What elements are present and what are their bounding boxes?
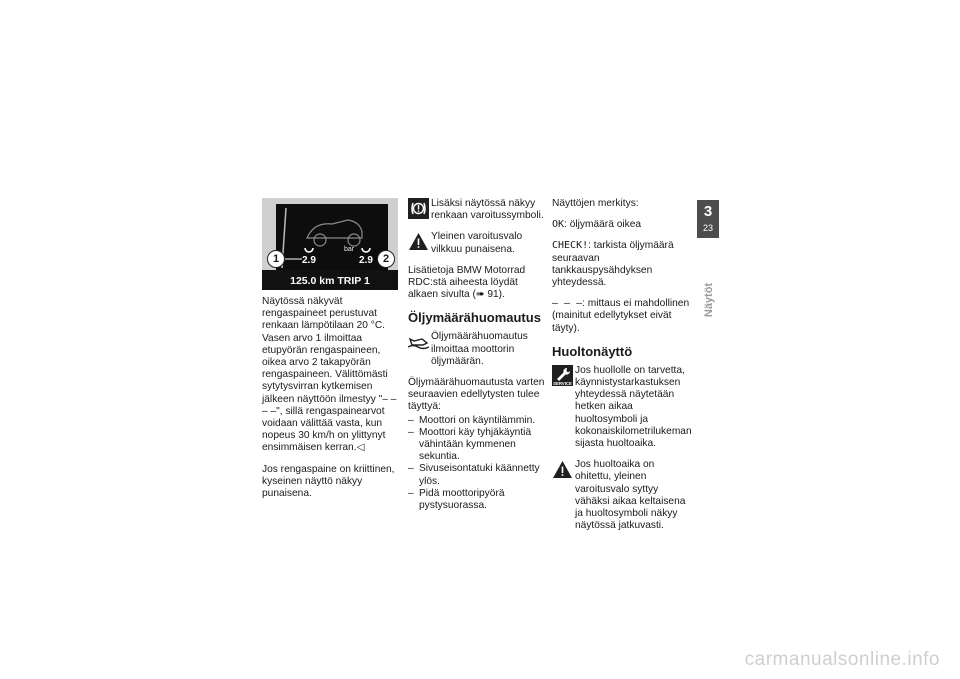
dash-text: : mittaus ei mahdollinen (mainitut edellytykset eivät täyty).	[552, 298, 690, 334]
chapter-number: 3	[703, 203, 713, 220]
dash-code: – – –	[552, 298, 583, 310]
list-item: – Pidä moottoripyörä pystysuorassa.	[408, 488, 548, 512]
list-item: – Sivuseisontatuki käännetty ylös.	[408, 463, 548, 487]
check-text: : tarkista öljymäärä seuraavan tankkauspysähdyksen yhteydessä.	[552, 240, 674, 289]
list-item: – Moottori on käyntilämmin.	[408, 415, 548, 427]
rear-pressure-value: 2.9	[359, 255, 373, 266]
service-overdue-text: Jos huoltoaika on ohitettu, yleinen varoitusvalo syttyy vähäksi aikaa keltaisena ja huoltosymboli näkyy näytössä jatkuvasti.	[575, 459, 686, 532]
general-warning-text: Yleinen varoitusvalo vilkkuu punaisena.	[431, 231, 523, 255]
conditions-list	[408, 415, 548, 513]
oil-level-text: Öljymäärähuomautus ilmoittaa moottorin öljymäärän.	[431, 331, 528, 367]
figure-caption: Näytössä näkyvät rengaspaineet perustuvat renkaan lämpötilaan 20 °C. Vasen arvo 1 ilmoittaa etupyörän rengaspaineen, oikea arvo 2 takapyörän rengaspaineen. Välittömästi sytytysvirran kytkemisen jälkeen näyttöön ilmestyy "– – – –", sillä rengaspainearvot voidaan välittää vasta, kun nopeus 30 km/h on ylittynyt ensimmäisen kerran.◁	[262, 296, 397, 454]
tire-pressure-display-figure	[262, 198, 398, 290]
general-warning-icon	[408, 231, 429, 252]
chapter-title: Näytöt	[703, 282, 715, 318]
wrench-service-icon	[552, 365, 573, 386]
service-overdue-para	[552, 459, 690, 532]
list-item: – Moottori käy tyhjäkäyntiä vähintään kymmenen sekuntia.	[408, 427, 548, 464]
rdc-more-info: Lisätietoja BMW Motorrad RDC:stä aiheesta löydät alkaen sivulta (➠ 91).	[408, 264, 526, 301]
rdc-warning-text: Lisäksi näytössä näkyy renkaan varoitussymboli.	[431, 198, 544, 222]
meaning-dashes	[552, 298, 690, 335]
general-warning-icon	[552, 459, 573, 480]
oil-level-para	[408, 331, 548, 368]
check-code: CHECK!	[552, 240, 589, 252]
oil-can-icon	[408, 331, 429, 352]
callout-1: 1	[267, 250, 285, 268]
column-3	[552, 198, 690, 541]
column-1	[262, 198, 400, 509]
front-pressure-value: 2.9	[302, 255, 316, 266]
callout-2: 2	[377, 250, 395, 268]
watermark: carmanualsonline.info	[744, 649, 940, 670]
ok-code: OK	[552, 219, 565, 231]
chapter-tab	[697, 200, 719, 238]
oil-level-heading: Öljymäärähuomautus	[408, 310, 541, 326]
column-2	[408, 198, 548, 512]
general-warning-para	[408, 231, 548, 255]
page-number: 23	[702, 223, 713, 233]
service-heading: Huoltonäyttö	[552, 343, 633, 359]
ok-text: : öljymäärä oikea	[564, 219, 642, 231]
service-text: Jos huollolle on tarvetta, käynnistystarkastuksen yhteydessä näytetään hetken aikaa huoltosymboli ja kokonaiskilometrilukeman sijasta huoltoaika.	[575, 364, 692, 450]
service-para	[552, 365, 690, 450]
rdc-warning-para	[408, 198, 548, 222]
service-icon-label: SERVICE	[553, 380, 572, 386]
chapter-title-vertical	[699, 282, 719, 322]
meaning-check	[552, 240, 690, 289]
trip-readout: 125.0 km TRIP 1	[290, 275, 370, 287]
pressure-unit: bar	[344, 246, 355, 253]
tire-warning-icon	[408, 198, 429, 219]
meaning-ok	[552, 219, 690, 231]
critical-pressure-text: Jos rengaspaine on kriittinen, kyseinen näyttö näkyy punaisena.	[262, 463, 395, 500]
conditions-intro: Öljymäärähuomautusta varten seuraavien edellytysten tulee täyttyä:	[408, 377, 545, 413]
meanings-title: Näyttöjen merkitys:	[552, 198, 639, 209]
